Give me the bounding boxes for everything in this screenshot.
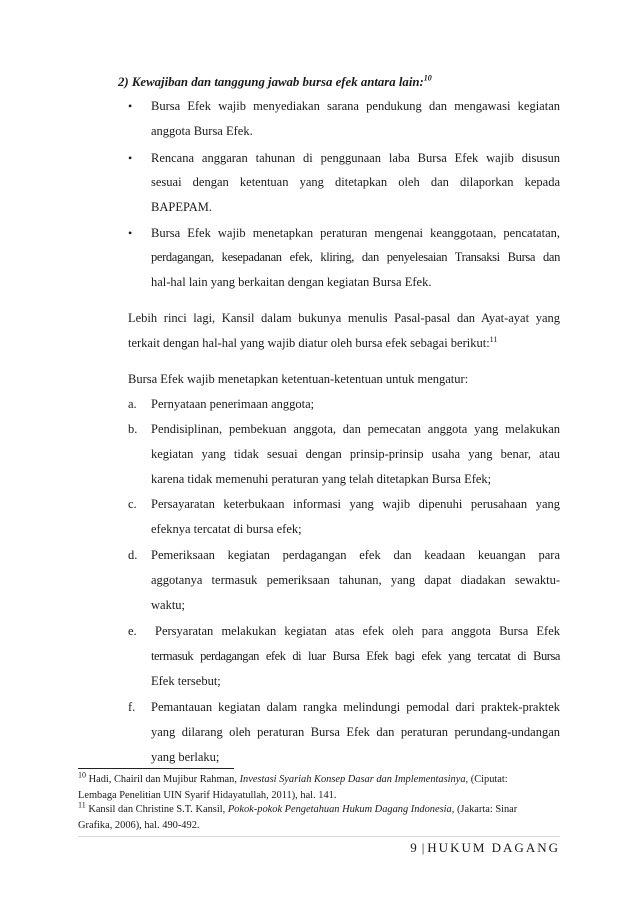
bullet-item-line: hal-hal lain yang berkaitan dengan kegiatan Bursa Efek.	[151, 275, 432, 289]
list-marker: e.	[128, 624, 137, 638]
bullet-item-line: perdagangan, kesepadanan efek, kliring, dan penyelesaian Transaksi Bursa dan	[151, 250, 560, 264]
footnote-ref-11: 11	[489, 334, 498, 344]
bullet-icon: •	[128, 151, 133, 165]
list-marker: b.	[128, 422, 138, 436]
list-item-line: Persayaratan keterbukaan informasi yang wajib dipenuhi perusahaan yang	[151, 497, 560, 511]
section-heading: 2) Kewajiban dan tanggung jawab bursa efek antara lain:$^{10}$	[118, 73, 432, 89]
paragraph-line: terkait dengan hal-hal yang wajib diatur oleh bursa efek sebagai berikut:$^{11}$	[128, 334, 498, 350]
bullet-item-line: anggota Bursa Efek.	[151, 124, 253, 138]
bullet-item-line: Bursa Efek wajib menyediakan sarana pendukung dan mengawasi kegiatan	[151, 99, 560, 113]
running-title: HUKUM DAGANG	[427, 840, 560, 855]
bullet-icon: •	[128, 226, 133, 240]
list-item-line: kegiatan yang tidak sesuai dengan prinsip-prinsip usaha yang benar, atau	[151, 447, 560, 461]
list-marker: c.	[128, 497, 137, 511]
bullet-item-line: BAPEPAM.	[151, 200, 213, 214]
list-item-line: Pemeriksaan kegiatan perdagangan efek dan keadaan keuangan para	[151, 548, 560, 562]
list-item-line: efeknya tercatat di bursa efek;	[151, 522, 302, 536]
paragraph-line: Lebih rinci lagi, Kansil dalam bukunya menulis Pasal-pasal dan Ayat-ayat yang	[128, 311, 560, 325]
list-item-line: karena tidak memenuhi peraturan yang telah ditetapkan Bursa Efek;	[151, 472, 492, 486]
list-item-line: Pemantauan kegiatan dalam rangka melindungi pemodal dari praktek-praktek	[151, 700, 560, 714]
page-footer: 9 | HUKUM DAGANG	[410, 840, 560, 855]
bullet-item-line: Rencana anggaran tahunan di penggunaan laba Bursa Efek wajib disusun	[151, 151, 560, 165]
footnote-separator	[78, 768, 234, 769]
list-item-line: Persyaratan melakukan kegiatan atas efek oleh para anggota Bursa Efek	[155, 624, 560, 638]
page-number: 9	[410, 840, 419, 855]
list-item-line: Efek tersebut;	[151, 674, 221, 688]
bullet-item-line: Bursa Efek wajib menetapkan peraturan mengenai keanggotaan, pencatatan,	[151, 226, 560, 240]
bullet-item-line: sesuai dengan ketentuan yang ditetapkan oleh dan dilaporkan kepada	[151, 175, 560, 189]
list-item-line: Pernyataan penerimaan anggota;	[151, 397, 315, 411]
list-marker: f.	[128, 700, 136, 714]
list-item-line: yang berlaku;	[151, 750, 220, 764]
footnote-11: $^{11}$ Kansil dan Christine S.T. Kansil, Pokok-pokok Pengetahuan Hukum Dagang Indonesia, (Jakarta: Sinar Grafika, 2006), hal. 490-492.	[78, 800, 518, 831]
list-item-line: termasuk perdagangan efek di luar Bursa Efek bagi efek yang tercatat di Bursa	[151, 649, 560, 663]
bullet-icon: •	[128, 99, 133, 113]
list-marker: d.	[128, 548, 138, 562]
list-item-line: Pendisiplinan, pembekuan anggota, dan pemecatan anggota yang melakukan	[151, 422, 560, 436]
list-item-line: waktu;	[151, 598, 186, 612]
list-intro: Bursa Efek wajib menetapkan ketentuan-ketentuan untuk mengatur:	[128, 372, 469, 386]
list-item-line: yang dilarang oleh peraturan Bursa Efek dan peraturan perundang-undangan	[151, 725, 560, 739]
list-marker: a.	[128, 397, 137, 411]
footnote-10: $^{10}$ Hadi, Chairil dan Mujibur Rahman, Investasi Syariah Konsep Dasar dan Implementasinya, (Ciputat: Lembaga Penelitian UIN Syarif Hidayatullah, 2011), hal. 141.	[78, 770, 508, 801]
footnote-ref-10: 10	[423, 73, 432, 83]
footer-separator	[78, 836, 560, 837]
list-item-line: aggotanya termasuk pemeriksaan tahunan, yang dapat diadakan sewaktu-	[151, 573, 560, 587]
